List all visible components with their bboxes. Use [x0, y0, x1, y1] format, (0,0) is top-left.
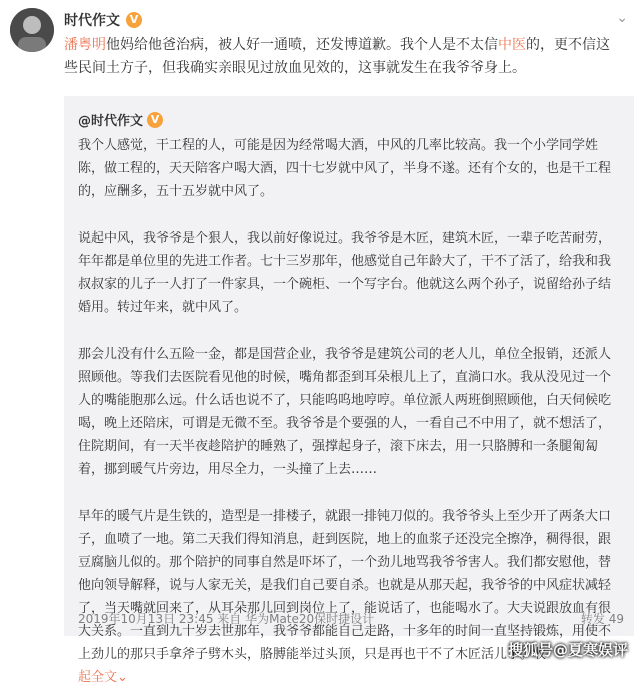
share-action[interactable]: 转发 49 [580, 612, 624, 626]
retweet-paragraph: 我个人感觉，干工程的人，可能是因为经常喝大酒，中风的几率比较高。我一个小学同学姓陈，做工程的，天天陪客户喝大酒，四十七岁就中风了，半身不遂。还有个女的，也是干工程的，应酬多，五十五岁就中风了。 [78, 138, 612, 199]
mention-link[interactable]: 潘粤明 [64, 37, 106, 53]
verified-v-icon: V [126, 12, 142, 28]
avatar-photo-icon [10, 8, 54, 52]
retweet-author-name[interactable]: @时代作文 [78, 114, 144, 129]
avatar[interactable] [10, 8, 54, 52]
retweet-paragraph: 说起中风，我爷爷是个狠人，我以前好像说过。我爷爷是木匠，建筑木匠，一辈子吃苦耐劳，年年都是单位里的先进工作者。七十三岁那年，他感觉自己年龄大了，干不了活了，给我和我叔叔家的儿子一人打了一件家具，一个碗柜、一个写字台。他就这么两个孙子，说留给孙子结婚用。转过年来，就中风了。 [78, 231, 612, 315]
expand-chevron-icon[interactable]: ⌄ [117, 670, 128, 685]
post-text-part-a: 他妈给他爸治病，被人好一通喷，还发博道歉。我个人是不太信 [106, 37, 498, 53]
retweet-paragraph-text: 早年的暖气片是生铁的，造型是一排楼子，就跟一排钝刀似的。我爷爷头上至少开了两条大口子，血喷了一地。第二天我们得知消息，赶到医院，地上的血浆子还没完全擦净，稠得很，跟豆腐脑儿似的。那个陪护的同事自然是吓坏了，一个劲儿地骂我爷爷害人。我们都安慰他，替他向领导解释，说与人家无关，是我们自己要自杀。也就是从那天起，我爷爷的中风症状减轻了，当天嘴就回来了，从耳朵那儿回到岗位上了，能说话了，也能喝水了。大夫说跟放血有很大关系。一直到九十岁去世那年，我爷爷都能自己走路，十多年的时间一直坚持锻炼，用使不上劲儿的那只手拿斧子劈木头，胳膊能举过头顶，只是再也干不了木匠活儿了。收 [78, 509, 612, 662]
retweet-footer: 2019年10月13日 23:45 来自 华为Mate20保时捷设计 [78, 612, 375, 626]
topic-link[interactable]: 中医 [498, 37, 526, 53]
retweet-author[interactable] [78, 110, 163, 129]
expand-full-text-link[interactable]: 起全文 [78, 670, 118, 685]
retweet-paragraph: 那会儿没有什么五险一金，都是国营企业，我爷爷是建筑公司的老人儿，单位全报销，还派人照顾他。等我们去医院看见他的时候，嘴角都歪到耳朵根儿上了，直淌口水。我从没见过一个人的嘴能胞那么远。什么话也说不了，只能呜呜地哼哼。单位派人两班倒照顾他，白天伺候吃喝，晚上还陪床，可谓是无微不至。我爷爷是个要强的人，一看自己不中用了，就不想活了，住院期间，有一天半夜趁陪护的睡熟了，强撑起身子，滚下床去，用一只胳膊和一条腿匍匐着，挪到暖气片旁边，用尽全力，一头撞了上去…… [78, 347, 612, 477]
retweet-body [78, 134, 620, 689]
watermark: 搜狐号@夏寒娱评 [507, 641, 628, 659]
verified-v-icon: V [147, 112, 163, 128]
chevron-down-icon[interactable]: ⌄ [616, 10, 628, 26]
author-name[interactable]: 时代作文 [64, 13, 120, 29]
post-text-part-b: 的，更不信这些民间土方子，但我确实亲眼见过放血见效的，这事就发生在我爷爷身上。 [64, 37, 610, 76]
retweet-actions [581, 610, 624, 627]
author-row [64, 10, 142, 30]
post-text [64, 34, 620, 80]
retweet-paragraph [78, 505, 620, 689]
